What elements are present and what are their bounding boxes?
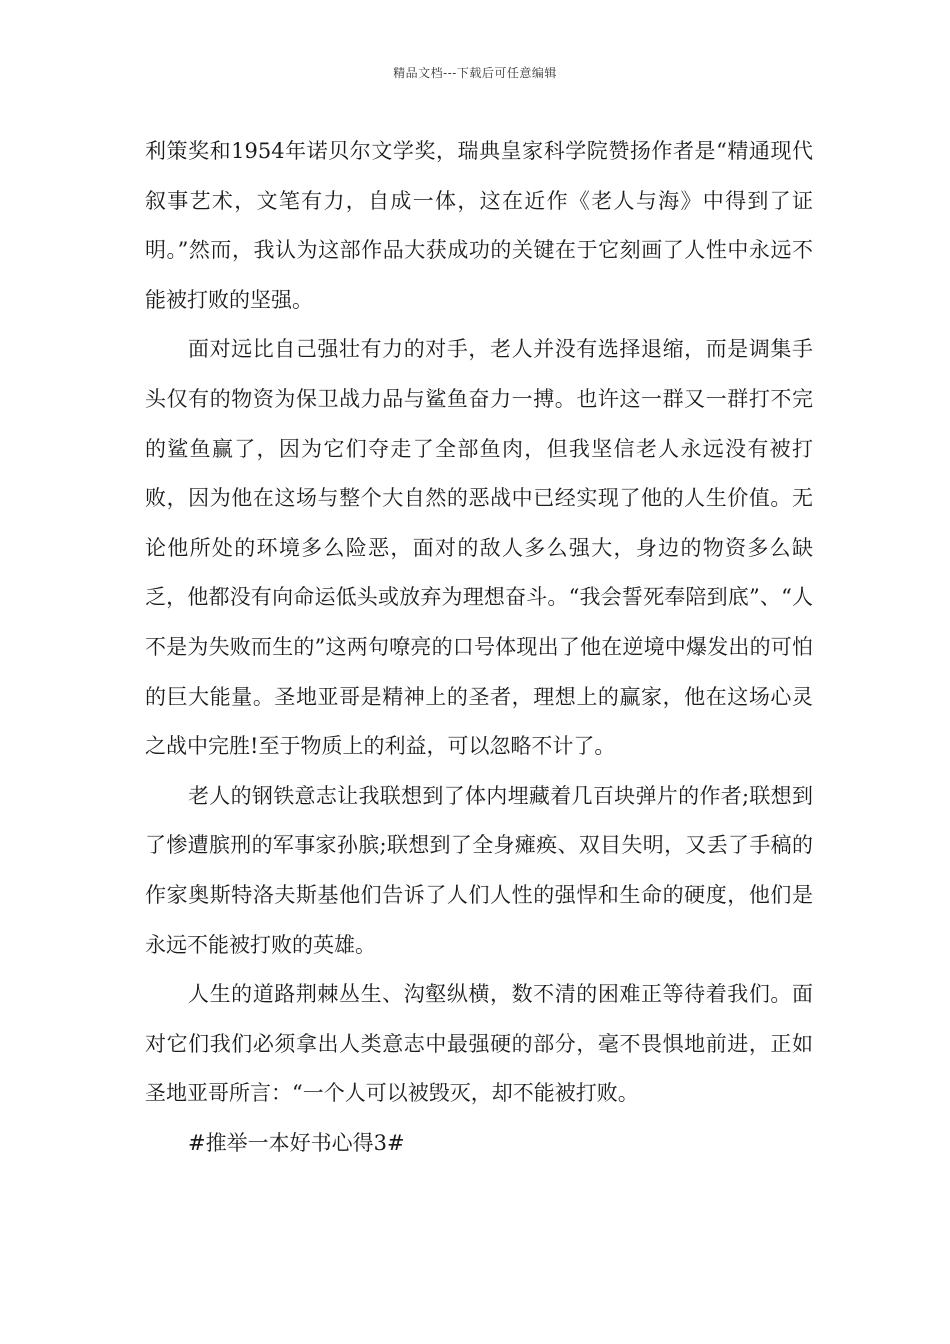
page-header: 精品文档---下载后可任意编辑 bbox=[393, 66, 557, 80]
document-body bbox=[145, 127, 813, 1168]
paragraph-3: 老人的钢铁意志让我联想到了体内埋藏着几百块弹片的作者;联想到了惨遭膑刑的军事家孙膑;联想到了全身瘫痪、双目失明，又丢了手稿的作家奥斯特洛夫斯基他们告诉了人们人性的强悍和生命的硬度，他们是永远不能被打败的英雄。 bbox=[145, 783, 813, 957]
paragraph-4: 人生的道路荆棘丛生、沟壑纵横，数不清的困难正等待着我们。面对它们我们必须拿出人类意志中最强硬的部分，毫不畏惧地前进，正如圣地亚哥所言：“一个人可以被毁灭，却不能被打败。 bbox=[145, 982, 813, 1106]
paragraph-1: 利策奖和1954年诺贝尔文学奖，瑞典皇家科学院赞扬作者是“精通现代叙事艺术，文笔有力，自成一体，这在近作《老人与海》中得到了证明。”然而，我认为这部作品大获成功的关键在于它刻画了人性中永远不能被打败的坚强。 bbox=[145, 139, 813, 312]
section-heading: #推举一本好书心得3# bbox=[188, 1130, 405, 1155]
paragraph-2: 面对远比自己强壮有力的对手，老人并没有选择退缩，而是调集手头仅有的物资为保卫战力品与鲨鱼奋力一搏。也许这一群又一群打不完的鲨鱼赢了，因为它们夺走了全部鱼肉，但我坚信老人永远没有被打败，因为他在这场与整个大自然的恶战中已经实现了他的人生价值。无论他所处的环境多么险恶，面对的敌人多么强大，身边的物资多么缺乏，他都没有向命运低头或放弃为理想奋斗。“我会誓死奉陪到底”、“人不是为失败而生的”这两句嘹亮的口号体现出了他在逆境中爆发出的可怕的巨大能量。圣地亚哥是精神上的圣者，理想上的赢家，他在这场心灵之战中完胜!至于物质上的利益，可以忽略不计了。 bbox=[145, 337, 813, 759]
